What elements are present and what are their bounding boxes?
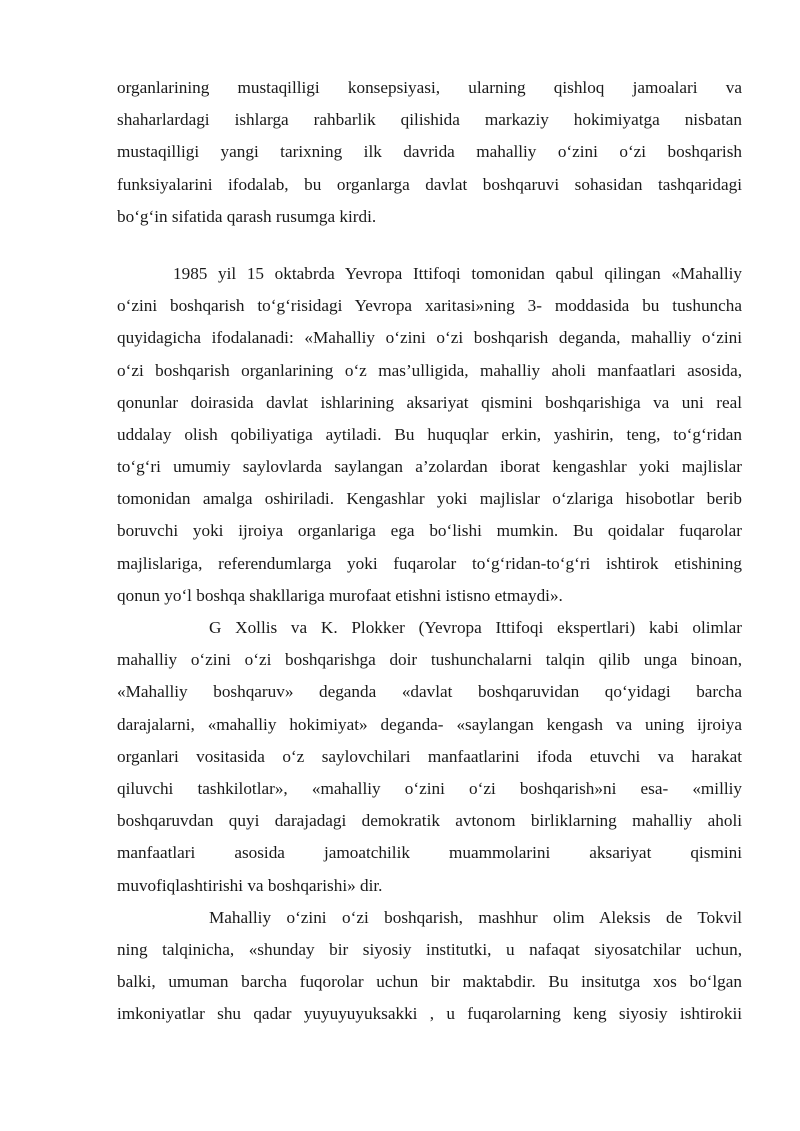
text-line: to‘g‘ri umumiy saylovlarda saylangan a’zolardan iborat kengashlar yoki majlislar (117, 457, 742, 477)
text-line: funksiyalarini ifodalab, bu organlarga davlat boshqaruvi sohasidan tashqaridagi (117, 174, 742, 194)
text-line: mustaqilligi yangi tarixning ilk davrida mahalliy o‘zini o‘zi boshqarish (117, 142, 742, 162)
text-line: organlarining mustaqilligi konsepsiyasi, ularning qishloq jamoalari va (117, 78, 742, 97)
text-line: quyidagicha ifodalanadi: «Mahalliy o‘zini o‘zi boshqarish deganda, mahalliy o‘zini (117, 328, 742, 348)
text-line: 1985 yil 15 oktabrda Yevropa Ittifoqi tomonidan qabul qilingan «Mahalliy (173, 263, 742, 283)
text-line: qonun yo‘l boshqa shakllariga murofaat etishni istisno etmaydi». (117, 585, 563, 605)
text-line: shaharlardagi ishlarga rahbarlik qilishida markaziy hokimiyatga nisbatan (117, 110, 742, 130)
text-line: qiluvchi tashkilotlar», «mahalliy o‘zini o‘zi boshqarish»ni esa- «milliy (117, 778, 742, 798)
text-line: «Mahalliy boshqaruv» deganda «davlat boshqaruvidan qo‘yidagi barcha (117, 682, 742, 702)
text-line: Mahalliy o‘zini o‘zi boshqarish, mashhur olim Aleksis de Tokvil (209, 907, 742, 927)
paragraph-1 (117, 72, 742, 233)
text-line: uddalay olish qobiliyatiga aytiladi. Bu huquqlar erkin, yashirin, teng, to‘g‘ridan (117, 424, 742, 444)
text-line: mahalliy o‘zini o‘zi boshqarishga doir tushunchalarni talqin qilib unga binoan, (117, 650, 742, 670)
text-line: muvofiqlashtirishi va boshqarishi» dir. (117, 875, 383, 895)
text-line: majlislariga, referendumlarga yoki fuqarolar to‘g‘ridan-to‘g‘ri ishtirok etishining (117, 553, 742, 573)
text-line: o‘zini boshqarish to‘g‘risidagi Yevropa xaritasi»ning 3- moddasida bu tushuncha (117, 296, 742, 316)
text-line: tomonidan amalga oshiriladi. Kengashlar yoki majlislar o‘zlariga hisobotlar berib (117, 489, 742, 509)
paragraph-3 (117, 612, 742, 902)
text-line: boruvchi yoki ijroiya organlariga ega bo‘lishi mumkin. Bu qoidalar fuqarolar (117, 521, 742, 541)
document-page (117, 72, 742, 1030)
text-line: qonunlar doirasida davlat ishlarining aksariyat qismini boshqarishiga va uni real (117, 392, 742, 412)
text-line: balki, umuman barcha fuqorolar uchun bir maktabdir. Bu insitutga xos bo‘lgan (117, 972, 742, 992)
text-line: darajalarni, «mahalliy hokimiyat» deganda- «saylangan kengash va uning ijroiya (117, 714, 742, 734)
text-line: organlari vositasida o‘z saylovchilari manfaatlarini ifoda etuvchi va harakat (117, 746, 742, 766)
text-line: o‘zi boshqarish organlarining o‘z mas’ulligida, mahalliy aholi manfaatlari asosida, (117, 360, 742, 380)
text-line: boshqaruvdan quyi darajadagi demokratik avtonom birliklarning mahalliy aholi (117, 811, 742, 831)
text-line: manfaatlari asosida jamoatchilik muammolarini aksariyat qismini (117, 843, 742, 863)
paragraph-4 (117, 902, 742, 1031)
paragraph-gap (117, 233, 742, 258)
text-line: G Xollis va K. Plokker (Yevropa Ittifoqi ekspertlari) kabi olimlar (209, 618, 742, 637)
text-line: ning talqinicha, «shunday bir siyosiy institutki, u nafaqat siyosatchilar uchun, (117, 939, 742, 959)
paragraph-2 (117, 258, 742, 612)
text-line: bo‘g‘in sifatida qarash rusumga kirdi. (117, 206, 377, 226)
text-line: imkoniyatlar shu qadar yuyuyuyuksakki , u fuqarolarning keng siyosiy ishtirokii (117, 1004, 742, 1024)
